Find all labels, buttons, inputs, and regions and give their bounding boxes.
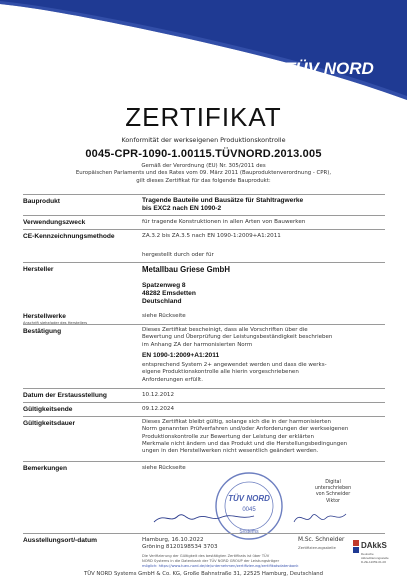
- divider: [23, 262, 385, 263]
- ausstellung-place-date: Hamburg, 16.10.2022: [142, 537, 204, 543]
- verification-footnote: [142, 554, 352, 568]
- divider: [23, 215, 385, 216]
- gueltigkeitsdauer-line: Norm genannten Prüfverfahren und/oder Anforderungen der werkseigenen: [142, 426, 349, 433]
- gueltigkeitsdauer-label: Gültigkeitsdauer: [23, 420, 76, 427]
- stamp-top-text: TÜV NORD: [228, 494, 270, 503]
- intro-text: [40, 163, 367, 185]
- footnote-line: Die Verifizierung der Gültigkeit des bestätigten Zertifikats ist über TÜV: [142, 554, 270, 558]
- bestaetigung-line: eigene Produktionskontrolle alle hierin vorgeschriebenen: [142, 369, 299, 376]
- ausstellung-label: Ausstellungsort/-datum: [23, 537, 97, 544]
- gueltigkeitsende-value: 09.12.2024: [142, 406, 175, 412]
- herstellwerke-value: siehe Rückseite: [142, 313, 186, 319]
- certificate-number: 0045-CPR-1090-1.00115.TÜVNORD.2013.005: [85, 148, 322, 160]
- bauprodukt-line: Tragende Bauteile und Bausätze für Stahltragwerke: [142, 197, 304, 204]
- ce-value: ZA.3.2 bis ZA.3.5 nach EN 1090-1:2009+A1:2011: [142, 233, 281, 239]
- bestaetigung-text-2: [142, 362, 387, 384]
- bestaetigung-line: Bewertung und Überprüfung der Leistungsbeständigkeit beschrieben: [142, 334, 333, 341]
- dakks-logo: [353, 537, 393, 569]
- bestaetigung-line: Dieses Zertifikat bescheinigt, dass alle Vorschriften über die: [142, 327, 308, 333]
- ausstellung-ref: Gröning 8120198534 3703: [142, 544, 218, 551]
- dakks-line: Deutsche: [361, 552, 374, 556]
- hersteller-address-line: 48282 Emsdetten: [142, 290, 196, 297]
- signature-scribble-right: [290, 506, 350, 528]
- dakks-label: DAkkS: [361, 541, 387, 550]
- bestaetigung-label: Bestätigung: [23, 328, 62, 335]
- certification-stamp: [213, 470, 285, 542]
- footnote-line: NORD Systems in die Datenbank der TÜV NORD GROUP der Leistungsträger: [142, 558, 280, 563]
- divider: [23, 402, 385, 403]
- gueltigkeitsdauer-text: [142, 419, 387, 455]
- divider: [23, 461, 385, 462]
- hersteller-name: Metallbau Griese GmbH: [142, 265, 230, 274]
- intro-line: Europäischen Parlaments und des Rates vom 09. März 2011 (Bauproduktenverordnung - CPR),: [75, 170, 332, 177]
- verwendungszweck-value: für tragende Konstruktionen in allen Arten von Bauwerken: [142, 219, 306, 225]
- bemerkungen-label: Bemerkungen: [23, 465, 67, 472]
- digital-signature-line: Digital: [325, 480, 341, 485]
- gueltigkeitsdauer-line: Produktionskontrolle zur Bewertung der Leistung der erklärten: [142, 433, 314, 440]
- divider: [23, 388, 385, 389]
- blue-swoosh: [0, 0, 407, 100]
- gueltigkeitsdauer-line: Merkmale nicht ändern und das Produkt und die Herstellungsbedingungen: [142, 440, 348, 447]
- gueltigkeitsende-label: Gültigkeitsende: [23, 406, 73, 413]
- bestaetigung-text: [142, 327, 387, 349]
- ce-label: CE-Kennzeichnungsmethode: [23, 233, 115, 240]
- erstausstellung-value: 10.12.2012: [142, 392, 175, 398]
- hersteller-address-line: Spatzenweg 8: [142, 282, 186, 289]
- hersteller-label: Hersteller: [23, 266, 54, 273]
- footer-address: TÜV NORD Systems GmbH & Co. KG, Große Bahnstraße 31, 22525 Hamburg, Deutschland: [83, 571, 324, 577]
- footnote-line: möglich: https://www.tuev-nord.de/de/unternehmen/zertifizierung/zertifikatsdatenbank: [142, 563, 299, 568]
- dakks-line: Akkreditierungsstelle: [361, 556, 389, 560]
- bemerkungen-value: siehe Rückseite: [142, 465, 186, 471]
- divider: [23, 194, 385, 195]
- verwendungszweck-label: Verwendungszweck: [23, 219, 86, 226]
- intro-line: gilt dieses Zertifikat für das folgende Bauprodukt:: [136, 177, 271, 184]
- bauprodukt-line: bis EXC2 nach EN 1090-2: [142, 205, 222, 212]
- certificate-title: ZERTIFIKAT: [125, 102, 282, 132]
- divider: [23, 533, 385, 534]
- bestaetigung-line: entsprechend System 2+ angewendet werden und dass die werks-: [142, 362, 327, 368]
- bestaetigung-line: Anforderungen erfüllt.: [142, 376, 203, 383]
- bestaetigung-norm: EN 1090-1:2009+A1:2011: [142, 352, 220, 359]
- digital-signature-line: unterschrieben: [314, 486, 352, 492]
- intro-line: Gemäß der Verordnung (EU) Nr. 305/2011 des: [141, 163, 266, 169]
- divider: [23, 229, 385, 230]
- signer-role: Zertifizierungsstelle: [298, 545, 336, 550]
- divider: [23, 324, 385, 325]
- signature-scribble-left: [150, 510, 260, 526]
- gueltigkeitsdauer-line: Dieses Zertifikat bleibt gültig, solange sich die in der harmonisierten: [142, 419, 331, 425]
- bauprodukt-label: Bauprodukt: [23, 198, 60, 205]
- gueltigkeitsdauer-line: ungen in den Herstellwerken nicht wesentlich geändert werden.: [142, 448, 319, 455]
- ausstellung-block: [142, 537, 218, 551]
- dakks-line: D-ZE-12059-01-00: [361, 560, 387, 564]
- digital-signature-line: Viktor: [325, 498, 341, 504]
- certificate-subtitle: Konformität der werkseigenen Produktionskontrolle: [121, 136, 286, 144]
- signer-name: M.Sc. Schneider: [298, 537, 345, 543]
- digital-signature-line: von Schneider: [315, 492, 351, 498]
- divider: [23, 416, 385, 417]
- digital-signature-note: [298, 480, 368, 505]
- herstellwerke-sublabel: Anschrift siehe/oder des Herstellers: [23, 321, 88, 325]
- tuv-nord-logo: TÜV NORD: [285, 59, 374, 78]
- bestaetigung-line: im Anhang ZA der harmonisierten Norm: [142, 341, 253, 348]
- herstellwerke-label: Herstellwerke: [23, 313, 66, 320]
- hergestellt-note: hergestellt durch oder für: [142, 252, 214, 258]
- erstausstellung-label: Datum der Erstausstellung: [23, 392, 107, 399]
- hersteller-address-line: Deutschland: [142, 298, 182, 305]
- stamp-middle-text: 0045: [242, 507, 256, 513]
- header-banner: [0, 0, 407, 100]
- stamp-bottom-text: Systems: [239, 529, 259, 535]
